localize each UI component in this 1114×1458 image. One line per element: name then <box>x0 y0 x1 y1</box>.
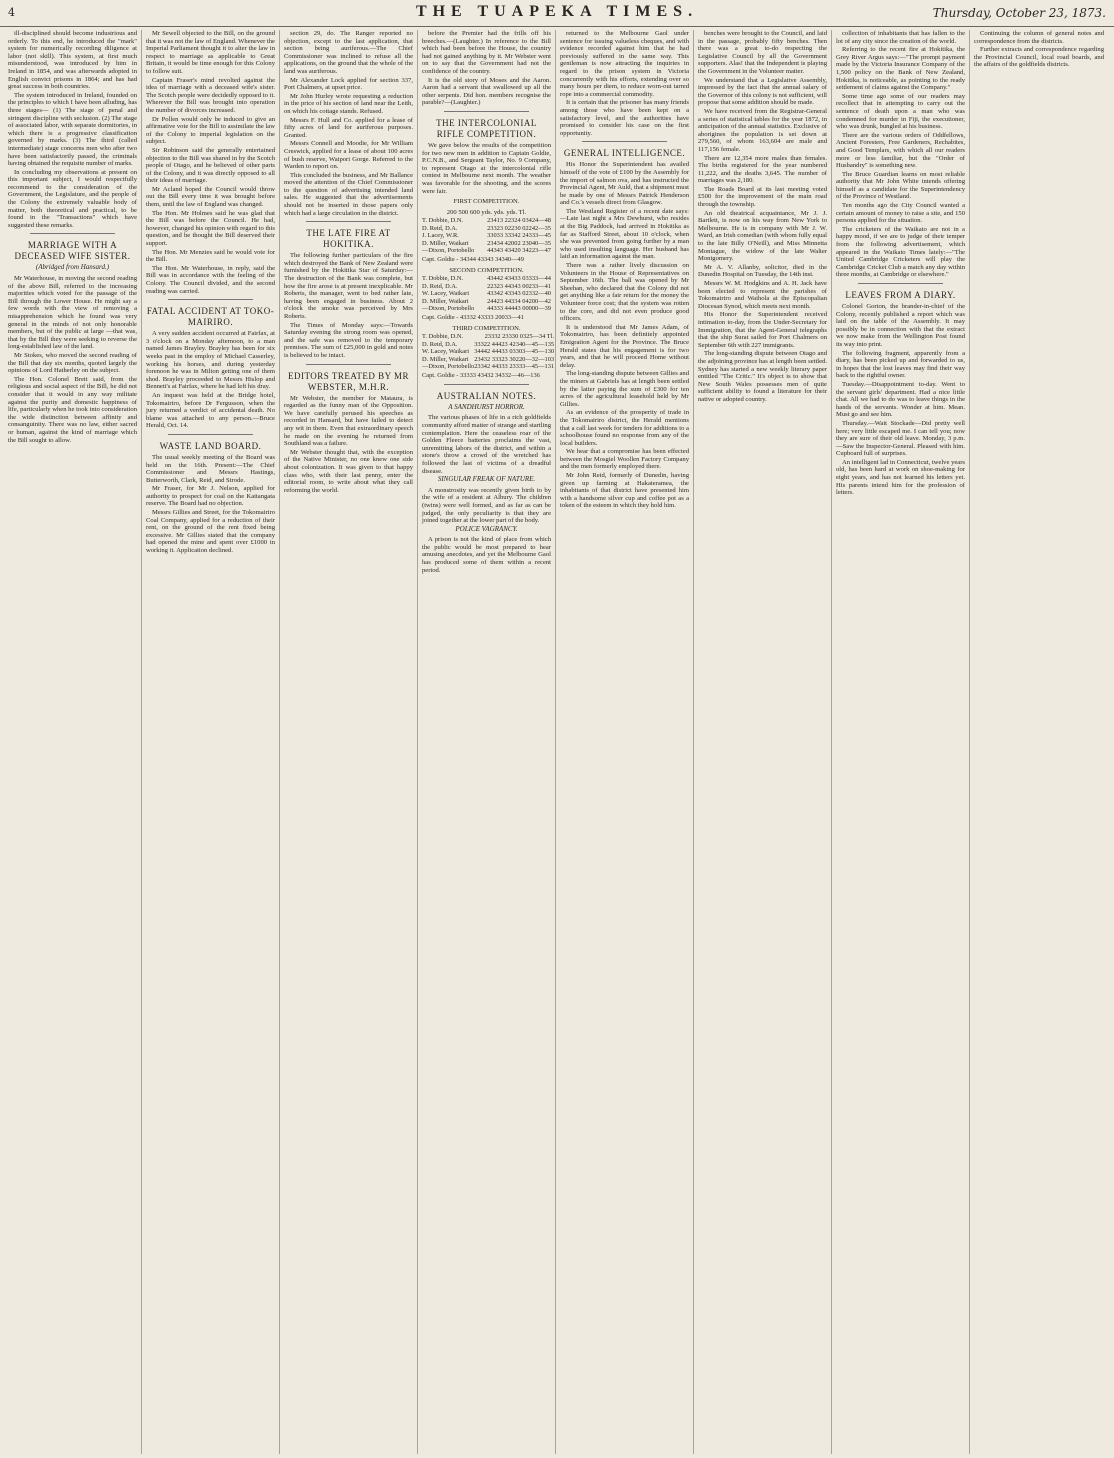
article-paragraph: benches were brought to the Council, and laid in the passage, probably fifty benches. Then there was a great to-do respecting the Legislative Council by all the Government supporters. Alas! that the Independent is playing the Government in the Volunteer matter. <box>698 30 827 75</box>
captain-score: Capt. Goldie - 34344 43343 34340—49 <box>422 256 524 264</box>
subheadline-freak: SINGULAR FREAK OF NATURE. <box>437 475 536 484</box>
table-row <box>422 356 554 363</box>
divider <box>306 364 391 365</box>
shooter-name: T. Dobbie, D.N. <box>422 333 464 341</box>
table-row <box>422 341 554 348</box>
column-4 <box>418 30 556 1454</box>
article-paragraph: We understand that a Legislative Assembly, impressed by the fact that the annual salary of the Governor of this colony is not sufficient, will propose that some addition should be made. <box>698 76 827 107</box>
shooter-score: 24423 44334 04200—42 <box>487 297 551 305</box>
article-paragraph: As an evidence of the prosperity of trade in the Tokomairiro district, the Herald mentions that a call last week for tenders for additions to a schoolhouse found no response from any of the local builders. <box>560 409 689 447</box>
headline-fatal-accident: FATAL ACCIDENT AT TOKO-MAIRIRO. <box>146 306 275 328</box>
article-paragraph: It is the old story of Moses and the Aaron. Aaron had a servant that swallowed up all the other serpents. Did hon. members recognise the parable?—(Laughter.) <box>422 76 551 107</box>
shooter-score: 33322 44423 42340—45—135 <box>474 340 555 348</box>
divider <box>306 221 391 222</box>
shooter-score: 23332 23330 0325—34 Tl. <box>484 333 555 341</box>
article-paragraph: The cricketers of the Waikato are not in a happy mood, if we are to judge of their temper from the following advertisement, which appeared in the Waikato Times lately:—"The United Cambridge Cricketers will play the Cambridge Cricket Club a match any day within three months, at Cambridge or elsewhere." <box>836 225 965 279</box>
article-paragraph: Sir Robinson said the generally entertained objection to the Bill was shared in by the Scotch people of Otago, and he believed of other parts of the Colony, and it was directly opposed to all their ideas of marriage. <box>146 146 275 185</box>
article-paragraph: The Bruce Guardian learns on most reliable authority that Mr John White intends offering himself as a candidate for the Superintendency of the Province of Westland. <box>836 170 965 201</box>
article-paragraph: There are 12,354 more males than females. The births registered for the year numbered 11,222, and the deaths 3,645. The number of marriages was 2,180. <box>698 154 827 185</box>
table-title-first: FIRST COMPETITION. <box>453 198 520 206</box>
shooter-name: —Dixon, Portobello <box>422 362 475 370</box>
table-row <box>422 298 551 305</box>
article-paragraph: The Hon. Mr Menzies said he would vote for the Bill. <box>146 248 275 264</box>
article-paragraph: Messrs F. Hull and Co. applied for a lease of fifty acres of land for auriferous purposes. Granted. <box>284 116 413 139</box>
article-paragraph: Referring to the recent fire at Hokitika, the Grey River Argus says:—"The prompt payment made by the Victoria Insurance Company of the 1,500 policy on the Bank of New Zealand, Hokitika, is noticeable, as pointing to the ready settlement of claims against the Company." <box>836 46 965 92</box>
column-2 <box>142 30 280 1454</box>
article-paragraph: Dr Pollen would only be induced to give an affirmative vote for the Bill to assimilate the law of the Colony to imperial legislation on the subject. <box>146 115 275 146</box>
column-3 <box>280 30 418 1454</box>
table-row <box>422 305 551 312</box>
article-paragraph: An intelligent lad in Connecticut, twelve years old, has been hard at work on shoe-making for eight years, and has not learned his letters yet. His parents intend him for the profession of letters. <box>836 458 965 497</box>
article-paragraph: The long-standing dispute between Otago and the adjoining province has at length been settled. Sydney has started a new weekly literary paper entitled "The Critic." It's object is to show that New South Wales possesses men of quite sufficient ability to found a literature for their native or adopted country. <box>698 350 827 403</box>
article-paragraph: Mr Webster, the member for Mataura, is regarded as the funny man of the Opposition. We have carefully perused his speeches as recorded in Hansard, but have failed to detect any wit in them. Even that extraordinary speech he made on the evening he returned from Southland was a failure. <box>284 394 413 448</box>
shooter-name: J. Lacey, W.R. <box>422 232 459 240</box>
headline-general-intelligence: GENERAL INTELLIGENCE. <box>563 148 686 159</box>
article-paragraph: The Hon. Mr Waterhouse, in reply, said the Bill was in accordance with the feeling of the Colony. The Council divided, and the second reading was carried. <box>146 264 275 295</box>
shooter-name: D. Miller, Waikari <box>422 239 469 247</box>
article-paragraph: A prison is not the kind of place from which the public would be most prepared to hear amusing anecdotes, and yet the Melbourne Gaol has produced some of them within a recent period. <box>422 536 551 574</box>
headline-marriage: MARRIAGE WITH A DECEASED WIFE SISTER. <box>14 240 131 262</box>
table-title-second: SECOND COMPETITION. <box>449 266 524 274</box>
divider <box>30 233 115 234</box>
article-paragraph: This concluded the business, and Mr Ballance moved the attention of the Chief Commissioner to the question of advertising intended land sales. He suggested that the advertisements should not be inserted in those papers only which had a large circulation in the district. <box>284 171 413 217</box>
table-row <box>422 232 551 239</box>
page-number: 4 <box>8 6 15 19</box>
headline-rifle-competition: THE INTERCOLONIAL RIFLE COMPETITION. <box>436 117 537 139</box>
column-5 <box>556 30 694 1454</box>
article-paragraph: Mr Stokes, who moved the second reading of the Bill that day six months, quoted largely the opinions of Lord Hatherley on the subject. <box>8 351 137 375</box>
shooter-name: —Dixon, Portobello <box>422 304 475 312</box>
divider <box>858 283 943 284</box>
column-7 <box>832 30 970 1454</box>
article-paragraph: The long-standing dispute between Gillies and the miners at Gabriels has at length been settled by the latter paying the sum of £300 for ten acres of the agricultural leasehold held by Mr Gillies. <box>560 370 689 408</box>
article-paragraph: There was a rather lively discussion on Volunteers in the House of Representatives on September 16th. The ball was opened by Mr Sheehan, who declared that the Colony did not get anything like a fair return for the money the Volunteer force cost; that the system was rotten to the core, and did not even produce good officers. <box>560 262 689 323</box>
table-row <box>422 275 551 282</box>
divider <box>168 434 253 435</box>
article-paragraph: It is certain that the prisoner has many friends among those who have been kept on a satisfactory level, and the authorities have promised to consider his case on the first opportunity. <box>560 99 689 137</box>
shooter-score: 22323 44343 00233—41 <box>487 282 551 290</box>
shooter-score: 34442 44433 03303—45—130 <box>474 348 555 356</box>
article-paragraph: returned to the Melbourne Gaol under sentence for issuing valueless cheques, and with evidence recorded against him that he had previously suffered in the same way. This gentleman is now attracting the inquiries in regard to the prison system in Victoria concurrently with his efforts, extending over so many hours per diem, to reduce worn-out tarred rope into a commercial commodity. <box>560 30 689 98</box>
shooter-score: 23323 02230 02242—35 <box>487 224 551 232</box>
article-paragraph: The Hon. Colonel Brett said, from the religious and social aspect of the Bill, he did not consider that it would in any way militate against the purity and domestic happiness of life, particularly when he took into consideration the wide distinction between affinity and consanguinity. There was no law, either sacred or human, against the kind of marriage which the Bill sought to allow. <box>8 375 137 444</box>
headline-hokitika-fire: THE LATE FIRE AT HOKITIKA. <box>306 228 391 250</box>
article-paragraph: Mr John Hurley wrote requesting a reduction in the price of his section of land near the Leith, on which his cottage stands. Refused. <box>284 92 413 115</box>
shooter-name: D. Reid, D.A. <box>422 340 458 348</box>
subheadline-hansard: (Abridged from Hansard.) <box>35 263 110 272</box>
shooter-name: —Dixon, Portobello <box>422 246 475 254</box>
article-paragraph: In concluding my observations at present on this important subject, I would respectfully recommend to the consideration of the Government, the Legislature, and the people of the Colony the extremely valuable body of matter, both theoretical and practical, to be found in the "Transactions" which have suggested these remarks. <box>8 168 137 229</box>
shooter-name: T. Dobbie, D.N. <box>422 275 464 283</box>
subheadline-sandhurst: A SANDHURST HORROR. <box>448 402 525 411</box>
shooter-score: 43442 43433 03333—44 <box>487 275 551 283</box>
table-row <box>422 348 554 355</box>
article-paragraph: There are the various orders of Oddfellows, Ancient Foresters, Free Gardeners, Rechabites, and Good Templars, with which all our readers more or less familiar, but the "Order of Husbandry" is something new. <box>836 131 965 170</box>
article-paragraph: A monstrosity was recently given birth to by the wife of a resident at Albury. The children (twins) were well formed, and as far as can be judged, the only peculiarity is that they are joined together at the lower part of the body. <box>422 486 551 525</box>
article-paragraph: The following further particulars of the fire which destroyed the Bank of New Zealand were furnished by the Hokitika Star of Saturday:— The destruction of the Bank was complete, but how the fire arose is at present inexplicable. Mr Roberts, the manager, went to bed rather late, having been engaged in business. About 2 o'clock the smoke was perceived by Mrs Roberts. <box>284 252 413 320</box>
table-row <box>422 240 551 247</box>
newspaper-title: THE TUAPEKA TIMES. <box>415 3 699 20</box>
table-row <box>422 225 551 232</box>
article-paragraph: Mr Waterhouse, in moving the second reading of the above Bill, referred to the increasing majorities which voted for the passage of the Bill through the Lower House. He might say a few words with the view of removing a misapprehension which he found was very general in the minds of not only honorable members, but of the public at large —that was, that by the Bill they were seeking to reverse the long-established law of the land. <box>8 275 137 351</box>
table-row <box>422 363 554 370</box>
article-paragraph: Continuing the column of general notes and correspondence from the districts. <box>974 30 1104 45</box>
article-paragraph: The Roads Board at its last meeting voted £500 for the improvement of the main road through the township. <box>698 185 827 209</box>
article-paragraph: Further extracts and correspondence regarding the Provincial Council, local road boards, and the affairs of the goldfields districts. <box>974 46 1104 69</box>
headline-australian-notes: AUSTRALIAN NOTES. <box>436 390 537 401</box>
article-paragraph: Mr Alexander Lock applied for section 337, Port Chalmers, at upset price. <box>284 76 413 92</box>
shooter-name: D. Miller, Waikari <box>422 355 469 363</box>
article-paragraph: It is understood that Mr James Adam, of Tokomairiro, has been definitely appointed Emigration Agent for the Province. The Bruce Herald states that his engagement is for two years, and that he will proceed Home without delay. <box>560 323 689 369</box>
divider <box>168 299 253 300</box>
article-paragraph: His Honor the Superintendent received intimation to-day, from the Under-Secretary for Immigration, that the Agent-General telegraphs that the ship Surat sailed for Port Chalmers on September 6th with 227 immigrants. <box>698 311 827 349</box>
divider <box>582 141 667 142</box>
article-paragraph: Mr Webster thought that, with the exception of the Native Minister, no one knew one side about colonization. It was given to that happy class who, with their last penny, enter the editorial room, to write about what they call reforming the world. <box>284 448 413 494</box>
column-8 <box>970 30 1108 1454</box>
article-paragraph: Some time ago some of our readers may recollect that in attempting to carry out the sentence of death upon a man who was condemned for murder in Fiji, the executioner, who was drunk, bungled at his business. <box>836 92 965 131</box>
article-paragraph: His Honor the Superintendent has availed himself of the vote of £100 by the Assembly for the import of salmon ova, and has instructed the Provincial Agent, Mr Auld, that a shipment must be made by one of Messrs Patrick Henderson and Co.'s vessels direct from Glasgow. <box>560 161 689 207</box>
columns <box>4 30 1110 1454</box>
shooter-score: 23413 22324 03424—48 <box>487 217 551 225</box>
article-paragraph: We hear that a compromise has been effected between the Mosgiel Woollen Factory Company and the men formerly employed there. <box>560 448 689 471</box>
article-paragraph: An inquest was held at the Bridge hotel, Tokomairiro, before Dr Fergusson, when the jury returned a verdict of accidental death. No blame was attached to any person.—Bruce Herald, Oct. 14. <box>146 391 275 430</box>
article-paragraph: Mr Sewell objected to the Bill, on the ground that it was not the law of England. Whenever the Imperial Parliament thought it to alter the law in respect to marriage as applicable to Great Britain, it would be time enough for this Colony to follow suit. <box>146 30 275 75</box>
table-row <box>422 247 551 254</box>
headline-editors-webster: EDITORS TREATED BY MR WEBSTER, M.H.R. <box>287 370 410 392</box>
column-6 <box>694 30 832 1454</box>
column-1 <box>4 30 142 1454</box>
shooter-score: 23342 44333 23333—45—131 <box>474 362 555 370</box>
article-paragraph: The usual weekly meeting of the Board was held on the 16th. Present:—The Chief Commissioner and Messrs Hastings, Butterworth, Clark, Reid, and Strode. <box>146 453 275 484</box>
masthead <box>0 0 1114 27</box>
article-paragraph: The following fragment, apparently from a diary, has been picked up and forwarded to us, in hopes that the lost leaves may find their way back to the rightful owner. <box>836 349 965 380</box>
article-paragraph: Mr Acland hoped the Council would throw out the Bill every time it was brought before them, until the law of England was changed. <box>146 185 275 209</box>
article-paragraph: ill-disciplined should become industrious and orderly. To this end, he introduced the "mark" system for numerically recording diligence at labor (not skill). This system, at first much misunderstood, was introduced by him in Ireland in 1854, and was afterwards adopted in English convict prisons in 1864; and has had great success in both countries. <box>8 30 137 91</box>
score-table-third <box>422 333 554 379</box>
article-paragraph: The Times of Monday says:—Towards Saturday evening the strong room was opened, and the safe was removed to the temporary premises. The sum of £25,000 in gold and notes is believed to be intact. <box>284 321 413 359</box>
table-row <box>422 283 551 290</box>
captain-score: Capt. Goldie - 33333 43432 34332—46—136 <box>422 372 540 380</box>
article-paragraph: We gave below the results of the competition for two new men in addition to Captain Goldie, P.C.N.B., and Sergeant Taylor, No. 9 Company, to represent Otago at the intercolonial rifle contest in Melbourne next month. The weather was favorable for the shooting, and the scores were fair. <box>422 141 551 195</box>
article-paragraph: The various phases of life in a rich goldfields community afford matter of strange and startling contemplation. Here the ceaseless roar of the Golden Fleece batteries proclaims the vast, unremitting labors of the district, and within a stone's throw a crowd of the wretched has followed the last of victims of a dreadful disease. <box>422 414 551 475</box>
shooter-name: W. Lacey, Waikari <box>422 348 469 356</box>
article-paragraph: Colonel Gorton, the brander-in-chief of the Colony, recently published a report which was laid on the table of the Assembly. It may possibly be in connection with that the extract we now make from the Wellington Post found its way into print. <box>836 303 965 348</box>
divider <box>444 384 529 385</box>
shooter-score: 44333 44443 00000—39 <box>487 304 551 312</box>
article-paragraph: Messrs W. M. Hodgkins and A. H. Jack have been elected to represent the parishes of Tokomairiro and Waihola at the Episcopalian Diocesan Synod, which meets next month. <box>698 280 827 310</box>
table-total-row <box>422 370 554 379</box>
issue-date: Thursday, October 23, 1873. <box>932 6 1106 20</box>
headline-waste-land-board: WASTE LAND BOARD. <box>159 440 262 451</box>
article-paragraph: before the Premier had the frills off his breeches.—(Laughter.) In reference to the Bill which had been before the House, the country had not gained anything by it. Mr Webster went on to say that the Government had not the confidence of the country. <box>422 30 551 75</box>
article-paragraph: The Hon. Mr Holmes said he was glad that the Bill was before the Council. He had, however, changed his opinion with regard to this question, and he thought the Bill deserved their support. <box>146 209 275 248</box>
table-row <box>422 290 551 297</box>
shooter-name: D. Reid, D.A. <box>422 224 458 232</box>
article-paragraph: A very sudden accident occurred at Fairfax, at 3 o'clock on a Monday afternoon, to a man named James Brayley. Brayley has been for six weeks past in the employ of Michael Casserley, working his horses, and during yesterday forenoon he was in Milton getting one of them shod. Brayley proceeded to Messrs Hislop and Bennett's at Fairfax, where he had left his dray. <box>146 330 275 391</box>
article-paragraph: Captain Fraser's mind revolted against the idea of marriage with a deceased wife's sister. The Scotch people were decidedly opposed to it. Wherever the Bill was brought into operation the number of divorces increased. <box>146 76 275 114</box>
article-paragraph: Messrs Connell and Moodie, for Mr William Creswick, applied for a lease of about 100 acres of bush reserve, Waipori Gorge. Referred to the Warden to report on. <box>284 140 413 171</box>
shooter-score: 23432 33323 30220—32—103 <box>474 355 555 363</box>
table-title-third: THIRD COMPETITION. <box>452 324 521 332</box>
article-paragraph: We have received from the Registrar-General a series of statistical tables for the year 1872, in anticipation of the annual statistics. Exclusive of aborigines the population is set down at 279,560, of whom 163,604 are male and 117,156 female. <box>698 107 827 153</box>
table-row <box>422 333 554 340</box>
shooter-score: 33033 33342 24333—45 <box>487 232 551 240</box>
headline-leaves-diary: LEAVES FROM A DIARY. <box>845 290 956 300</box>
score-table-first <box>422 217 551 263</box>
article-paragraph: The system introduced in Ireland, founded on the principles to which I have been alluding, has three stages— (1) The stage of penal and stringent discipline with seclusion. (2) The stage of associated labor, with separate dormitories, in which there is a progressive classification governed by marks. (3) The third (called intermediate) stage concerns men who after two have been satisfactorily passed, the criminals having obtained the requisite number of marks. <box>8 91 137 168</box>
article-paragraph: section 29, do. The Ranger reported no objection, except to the last application, that section being auriferous.—The Chief Commissioner was inclined to refuse all the applications, on the ground that the whole of the land was auriferous. <box>284 30 413 75</box>
shooter-name: D. Reid, D.A. <box>422 282 458 290</box>
article-paragraph: collection of inhabitants that has fallen to the lot of any city since the creation of the world. <box>836 30 965 45</box>
table-total-row <box>422 312 551 321</box>
shooter-name: W. Lacey, Waikari <box>422 290 469 298</box>
article-paragraph: Mr John Reid, formerly of Dunedin, having given up farming at Hakateramea, the inhabitants of that district have presented him with a handsome silver cup and coffee pot as a token of the esteem in which they hold him. <box>560 472 689 510</box>
article-paragraph: The Westland Register of a recent date says:—Late last night a Mrs Dewhurst, who resides at the Big Paddock, had arrived in Hokitika as far as Stafford Street, about 10 o'clock, when she was prevented from going further by a man who used insulting language. Her husband has laid an information against the man. <box>560 207 689 261</box>
shooter-name: D. Miller, Waikari <box>422 297 469 305</box>
shooter-name: T. Dobbie, D.N. <box>422 217 464 225</box>
shooter-score: 23434 42002 23040—35 <box>487 239 551 247</box>
article-paragraph: Tuesday.—Disappointment to-day. Went to the servant girls' department. Had a nice little chat. All we had to do was to leave things in the hands of the servants. Wonder at him. Mean. Must go and see him. <box>836 380 965 419</box>
captain-score: Capt. Goldie - 43332 43333 20033—41 <box>422 314 524 322</box>
article-paragraph: Mr Fraser, for Mr J. Nelson, applied for authority to prospect for coal on the Kaitangata reserve. The Board had no objection. <box>146 485 275 508</box>
table-row <box>422 217 551 224</box>
shooter-score: 43342 43343 02332—40 <box>487 290 551 298</box>
subheadline-vagrancy: POLICE VAGRANCY. <box>455 524 518 533</box>
article-paragraph: Thursday.—Wait Stockade—Did pretty well here; very little escaped me. I can tell you; now they are sure of their old leave. Monday, 3 p.m.—Saw the Inspector-General. Pleased with him. Cupboard full of surprises. <box>836 419 965 458</box>
article-paragraph: Mr A. V. Allanby, solicitor, died in the Dunedin Hospital on Tuesday, the 14th inst. <box>698 263 827 279</box>
table-total-row <box>422 254 551 263</box>
shooter-score: 44343 43420 34223—47 <box>487 246 551 254</box>
article-paragraph: Messrs Gillies and Street, for the Tokomairiro Coal Company, applied for a reduction of their rent, on the ground of the rent fixed being excessive. Mr Gillies stated that the company had opened the mine and spent over £1000 in working it. Application declined. <box>146 509 275 555</box>
article-paragraph: Ten months ago the City Council wanted a certain amount of money to raise a site, and 150 persons applied for the situation. <box>836 202 965 225</box>
divider <box>444 111 529 112</box>
table-header: 200 500 600 yds. yds. yds. Tl. <box>446 208 527 216</box>
score-table-second <box>422 275 551 321</box>
article-paragraph: An old theatrical acquaintance, Mr J. J. Bartlett, is now on his way from New York to Melbourne. He is in company with Mr J. W. Ward, an Irish comedian (with whom fully equal to the late Billy O'Neill), and Miss Minnetta Montague, the widow of the late Walter Montgomery. <box>698 209 827 263</box>
